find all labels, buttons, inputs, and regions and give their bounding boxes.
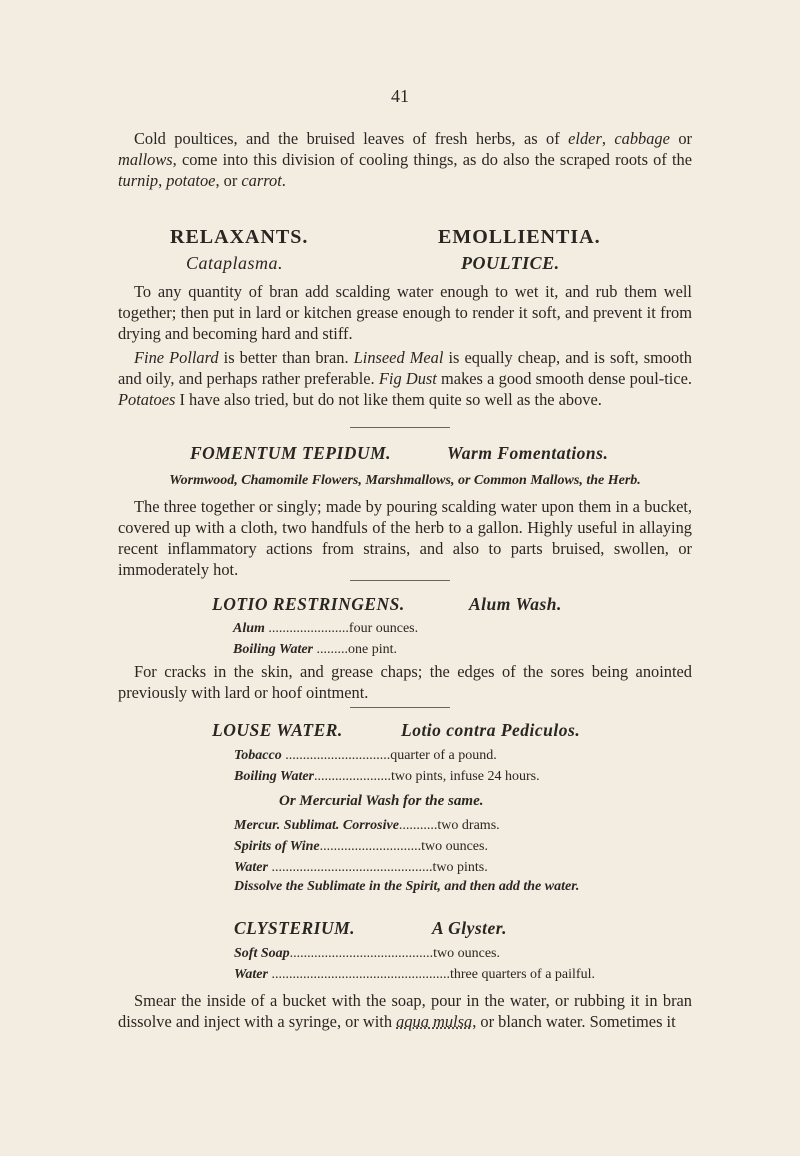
recipe-line [234,857,500,878]
section-divider [350,427,450,428]
para-text: is equally cheap, and is soft, smooth and oily, and perhaps rather preferable. [118,348,692,388]
intro-text: , [158,171,167,190]
intro-carrot: carrot [241,171,282,190]
clysterium-recipe [234,943,595,985]
intro-text: , or [215,171,242,190]
ingredient-quantity: two drams. [437,818,500,833]
intro-elder: elder [568,129,602,148]
glyster-title: A Glyster. [432,918,508,938]
ingredient-quantity: four ounces. [348,621,419,636]
recipe-line [234,836,500,857]
poultice-paragraph: To any quantity of bran add scalding water enough to wet it, and rub them well together; then put in lard or kitchen grease enough to render it soft, and prevent it from drying and becoming hard and stiff. [118,282,692,343]
recipe-line [234,745,540,766]
section-divider [350,580,450,581]
fine-pollard: Fine Pollard [134,348,219,367]
recipe-line [234,766,540,787]
ingredient-quantity: two pints. [432,860,488,875]
intro-text: , come into this division of cooling things, as do also the scraped roots of the [172,150,692,169]
clysterium-title: CLYSTERIUM. [234,918,356,938]
ingredient-name: Alum [233,621,265,636]
mercurial-wash-heading: Or Mercurial Wash for the same. [279,793,484,809]
leader-dots: ......................................... [289,946,434,961]
ingredient-name: Mercur. Sublimat. Corrosive [234,818,399,833]
alum-wash-title: Alum Wash. [469,594,562,614]
intro-turnip: turnip [118,171,159,190]
para-text: I have also tried, but do not like them quite so well as the above. [175,390,602,409]
intro-text: or [669,129,692,148]
intro-text: . [281,171,286,190]
intro-paragraph [118,128,692,191]
fig-dust: Fig Dust [378,369,437,388]
ingredient-name: Boiling Water [233,642,314,657]
poultice-alternatives-paragraph [118,347,692,410]
para-text: , or blanch water. Sometimes it [472,1012,676,1031]
fomentum-subtitle: Wormwood, Chamomile Flowers, Marshmallows, or Common Mallows, the Herb. [169,473,641,488]
para-text: makes a good smooth dense poul-tice. [436,369,692,388]
lotio-contra-pediculos-title: Lotio contra Pediculos. [401,720,581,740]
leader-dots: ................................................... [267,967,450,982]
ingredient-name: Tobacco [234,748,282,763]
intro-cabbage: cabbage [614,129,670,148]
ingredient-quantity: quarter of a pound. [390,748,497,763]
potatoes: Potatoes [118,390,176,409]
para-text: Smear the inside of a bucket with the soap, pour in the water, or rubbing it in bran dissolve and inject with a syringe, or with [118,991,692,1031]
lotio-paragraph: For cracks in the skin, and grease chaps; the edges of the sores being anointed previously with lard or hoof ointment. [118,662,692,702]
ingredient-quantity: three quarters of a pailful. [449,967,595,982]
page-number: 41 [391,86,409,106]
recipe-line [234,943,595,964]
intro-mallows: mallows [118,150,173,169]
dissolve-note: Dissolve the Sublimate in the Spirit, and then add the water. [234,879,580,894]
ingredient-quantity: one pint. [348,642,398,657]
relaxants-heading: RELAXANTS. [170,226,309,248]
aqua-mulsa: aqua mulsa [396,1012,473,1031]
ingredient-name: Soft Soap [234,946,290,961]
leader-dots: ........... [398,818,438,833]
intro-text: Cold poultices, and the bruised leaves of fresh herbs, as of [134,129,569,148]
para-text: is better than bran. [218,348,354,367]
louse-recipe [234,745,540,787]
recipe-line [234,964,595,985]
intro-potatoe: potatoe [166,171,216,190]
leader-dots: ......... [313,642,349,657]
clysterium-paragraph [118,990,692,1032]
recipe-line [234,815,500,836]
lotio-restringens-title: LOTIO RESTRINGENS. [212,594,405,614]
leader-dots: .............................................. [267,860,433,875]
lotio-recipe [233,618,418,660]
ingredient-quantity: two ounces. [433,946,501,961]
leader-dots: ....................... [264,621,349,636]
fomentum-paragraph: The three together or singly; made by pouring scalding water upon them in a bucket, covered up with a cloth, two handfuls of the herb to a gallon. Highly useful in allaying recent inflammatory actions from strains, and also to parts bruised, swollen, or immoderately hot. [118,497,692,579]
mercurial-recipe [234,815,500,878]
section-divider [350,707,450,708]
intro-text: , [601,129,615,148]
ingredient-name: Spirits of Wine [234,839,320,854]
linseed-meal: Linseed Meal [353,348,444,367]
warm-fomentations-title: Warm Fomentations. [447,443,609,463]
ingredient-name: Water [234,860,268,875]
recipe-line [233,618,418,639]
ingredient-name: Water [234,967,268,982]
leader-dots: .............................. [281,748,391,763]
emollientia-heading: EMOLLIENTIA. [438,226,601,248]
leader-dots: ............................. [319,839,422,854]
recipe-line [233,639,418,660]
ingredient-quantity: two pints, infuse 24 hours. [391,769,540,784]
poultice-subheading: POULTICE. [461,253,560,273]
ingredient-quantity: two ounces. [421,839,488,854]
ingredient-name: Boiling Water [234,769,315,784]
louse-water-title: LOUSE WATER. [212,720,343,740]
cataplasma-subheading: Cataplasma. [186,253,284,273]
leader-dots: ...................... [314,769,392,784]
fomentum-title: FOMENTUM TEPIDUM. [190,443,392,463]
